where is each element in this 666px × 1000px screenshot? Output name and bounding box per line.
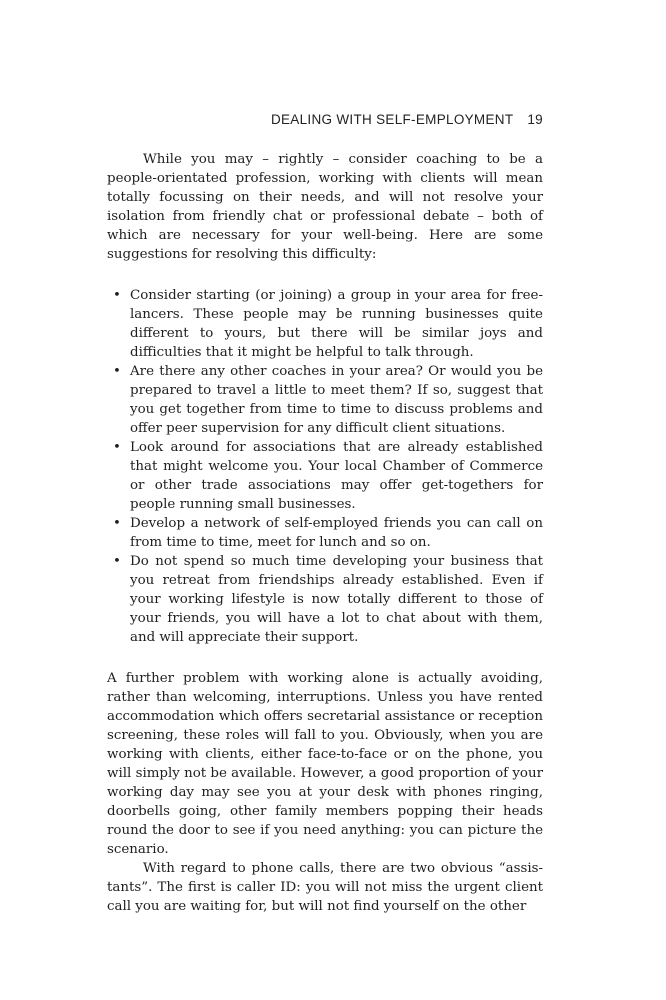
phone-calls-paragraph: With regard to phone calls, there are two obvious “assis-tants”. The first is caller ID: you will not miss the urgent client call you are waiting for, but will not find yourself on the other xyxy=(107,861,543,914)
bullet-icon: • xyxy=(113,440,121,455)
list-item-text: Consider starting (or joining) a group in your area for free-lancers. These people may be running businesses quite different to yours, but there will be similar joys and difficulties that it might be helpful to talk through. xyxy=(130,288,543,360)
list-item-text: Do not spend so much time developing your business that you retreat from friendships already established. Even if your working lifestyle is now totally different to those of your friends, you will have a lot to chat about with them, and will appreciate their support. xyxy=(130,554,543,645)
book-page xyxy=(107,0,543,1000)
bullet-icon: • xyxy=(113,516,121,531)
bullet-icon: • xyxy=(113,554,121,569)
suggestions-list xyxy=(107,286,543,647)
page-number: 19 xyxy=(527,112,543,127)
list-item xyxy=(107,514,543,552)
list-item xyxy=(107,286,543,362)
list-item xyxy=(107,362,543,438)
working-alone-paragraph: A further problem with working alone is actually avoiding, rather than welcoming, interruptions. Unless you have rented accommodation which offers secretarial assistance or reception screening, these roles will fall to you. Obviously, when you are working with clients, either face-to-face or on the phone, you will simply not be available. However, a good proportion of your working day may see you at your desk with phones ringing, doorbells going, other family members popping their heads round the door to see if you need anything: you can picture the scenario. xyxy=(107,671,543,857)
list-item xyxy=(107,438,543,514)
intro-paragraph: While you may – rightly – consider coaching to be a people-orientated profession, working with clients will mean totally focussing on their needs, and will not resolve your isolation from friendly chat or professional debate – both of which are necessary for your well-being. Here are some suggestions for resolving this difficulty: xyxy=(107,152,543,262)
running-head xyxy=(271,112,543,127)
bullet-icon: • xyxy=(113,288,121,303)
list-item xyxy=(107,552,543,647)
body-text xyxy=(107,150,543,916)
list-item-text: Look around for associations that are already established that might welcome you. Your local Chamber of Commerce or other trade associations may offer get-togethers for people running small businesses. xyxy=(130,440,543,512)
list-item-text: Are there any other coaches in your area? Or would you be prepared to travel a little to meet them? If so, suggest that you get together from time to time to discuss problems and offer peer supervision for any difficult client situations. xyxy=(130,364,543,436)
running-head-title: DEALING WITH SELF-EMPLOYMENT xyxy=(270,112,514,127)
list-item-text: Develop a network of self-employed friends you can call on from time to time, meet for lunch and so on. xyxy=(130,516,543,550)
bullet-icon: • xyxy=(113,364,121,379)
